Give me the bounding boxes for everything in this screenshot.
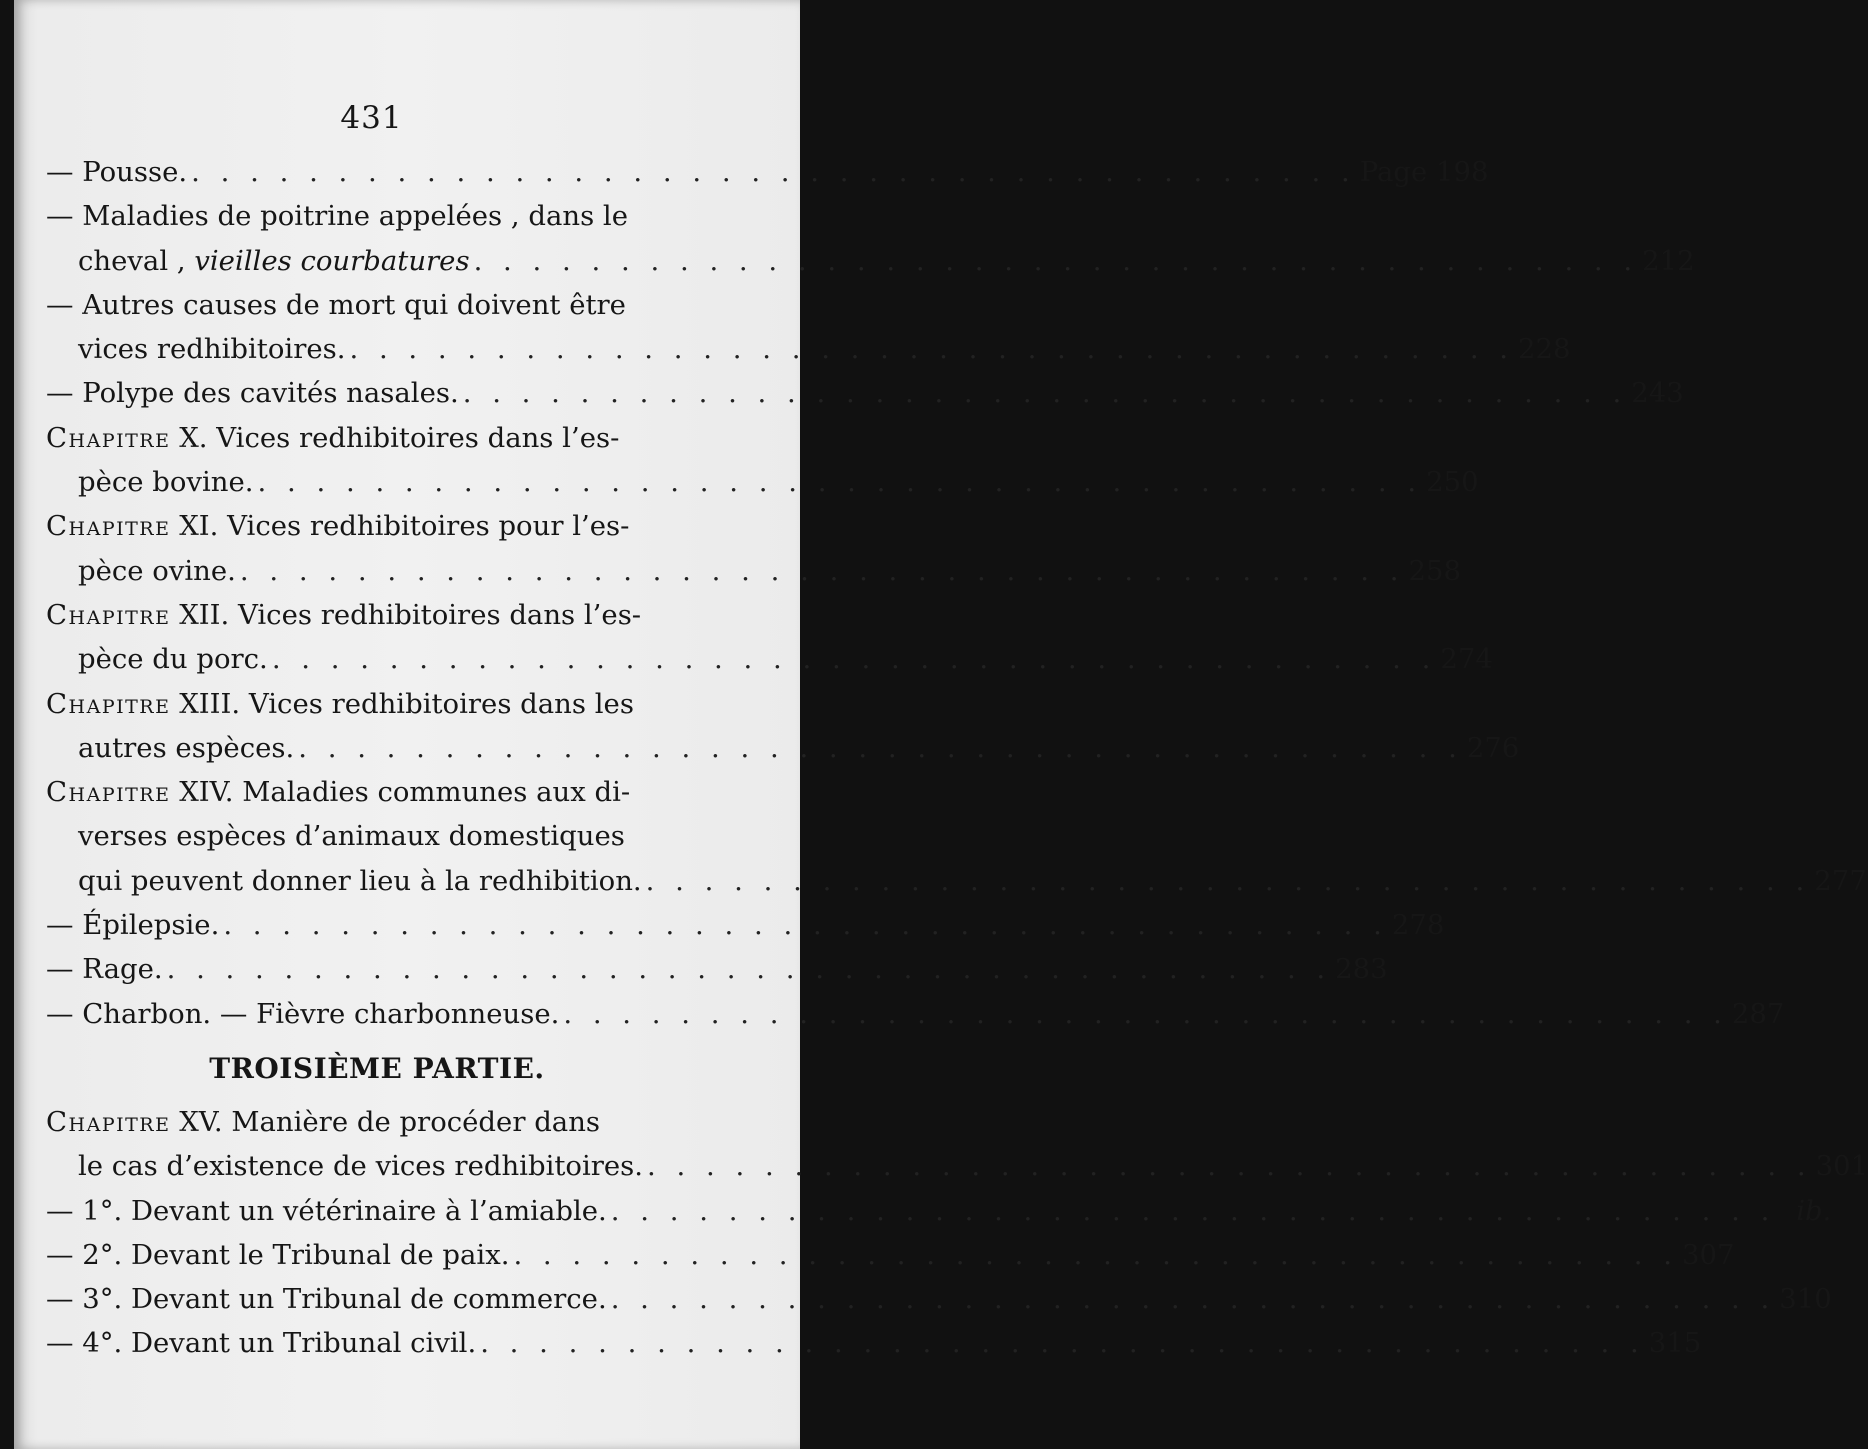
dot-leader: . . . . . . . . . . . . . . . . . . . . . . . . . . . . . . . . . . . . . . . . <box>191 156 1356 188</box>
toc-entry <box>46 593 708 637</box>
dot-leader: . . . . . . . . . . . . . . . . . . . . . . . . . . . . . . . . . . . . . . . . <box>298 731 1463 764</box>
toc-entry-text <box>78 1144 643 1188</box>
toc-entry <box>46 327 1571 371</box>
toc-entry-text <box>46 682 708 726</box>
toc-entry-text <box>78 859 642 903</box>
page-reference: Page 198 <box>1359 156 1489 188</box>
page-reference: 243 <box>1631 377 1684 410</box>
toc-entry <box>46 416 708 460</box>
dot-leader: . . . . . . . . . . . . . . . . . . . . . . . . . . . . . . . . . . . . . . . . <box>473 244 1639 277</box>
toc-entry <box>46 283 708 327</box>
toc-entry-text <box>46 593 708 637</box>
toc-entry-text <box>46 371 459 415</box>
toc-entry-text <box>46 1277 607 1321</box>
page-reference: ib. <box>1796 1194 1832 1227</box>
dot-leader: . . . . . . . . . . . . . . . . . . . . . . . . . . . . . . . . . . . . . . . . <box>610 1194 1776 1227</box>
toc-entry-label: verses espèces d’animaux domestiques <box>78 820 625 853</box>
toc-entry <box>46 992 1785 1036</box>
toc-entry-text <box>78 239 470 283</box>
toc-entry-label: — 4°. Devant un Tribunal civil. <box>46 1327 477 1360</box>
toc-entry <box>46 637 1493 681</box>
toc-entry-label: XIII. Vices redhibitoires dans les <box>170 687 634 720</box>
dot-leader: . . . . . . . . . . . . . . . . . . . . . . . . . . . . . . . . . . . . . . . . <box>239 554 1405 587</box>
toc-entry <box>46 371 1684 415</box>
toc-entry-text <box>46 504 708 548</box>
page-reference: 212 <box>1642 244 1695 277</box>
dot-leader: . . . . . . . . . . . . . . . . . . . . . . . . . . . . . . . . . . . . . . . . <box>513 1238 1679 1271</box>
toc-entry-text <box>46 770 708 814</box>
toc-entry-label: qui peuvent donner lieu à la redhibition. <box>78 864 642 897</box>
toc-entry <box>46 194 708 238</box>
toc-entry-text <box>46 947 163 991</box>
page-reference: 301 <box>1815 1150 1868 1183</box>
toc-entry-text <box>46 1100 708 1144</box>
page-reference: 315 <box>1648 1327 1702 1360</box>
toc-entry <box>46 549 1461 593</box>
dot-leader: . . . . . . . . . . . . . . . . . . . . . . . . . . . . . . . . . . . . . . . . <box>349 333 1515 366</box>
toc-entry-label: — 3°. Devant un Tribunal de commerce. <box>46 1283 607 1316</box>
toc-entry-label: XI. Vices redhibitoires pour l’es- <box>170 510 630 543</box>
toc-entry-text <box>78 726 294 770</box>
page-reference: 307 <box>1682 1238 1735 1271</box>
toc-entry-text <box>46 903 219 947</box>
toc-entry <box>46 770 708 814</box>
dot-leader: . . . . . . . . . . . . . . . . . . . . . . . . . . . . . . . . . . . . . . . . <box>480 1327 1645 1360</box>
chapter-label: Chapitre <box>46 421 171 454</box>
toc-entry-text <box>78 814 708 858</box>
page-reference: 278 <box>1391 909 1445 942</box>
toc-entry <box>46 1321 1702 1365</box>
toc-entry-text <box>78 327 345 371</box>
toc-entry-label: — Épilepsie. <box>46 909 220 942</box>
book-page <box>14 0 1868 1449</box>
toc-entry <box>46 1189 1832 1233</box>
toc-entry-label: autres espèces. <box>78 731 295 764</box>
dot-leader: . . . . . . . . . . . . . . . . . . . . . . . . . . . . . . . . . . . . . . . . <box>610 1283 1776 1316</box>
toc-entry-text <box>78 637 268 681</box>
toc-entry <box>46 859 1867 903</box>
dot-leader: . . . . . . . . . . . . . . . . . . . . . . . . . . . . . . . . . . . . . . . . <box>645 864 1811 897</box>
toc-entry-label: pèce ovine. <box>78 554 236 587</box>
chapter-label: Chapitre <box>46 598 171 631</box>
page-reference: 277 <box>1814 864 1867 897</box>
page-reference: 276 <box>1466 731 1520 764</box>
dot-leader: . . . . . . . . . . . . . . . . . . . . . . . . . . . . . . . . . . . . . . . . <box>223 909 1388 942</box>
toc-entry-italic: vieilles courbatures <box>194 244 470 277</box>
toc-entry-text <box>78 549 236 593</box>
toc-entry-label: XII. Vices redhibitoires dans l’es- <box>170 598 642 631</box>
toc-entry-text <box>46 1233 509 1277</box>
toc-entry-text <box>78 460 254 504</box>
toc-entry <box>46 1277 1832 1321</box>
page-reference: 283 <box>1335 953 1388 986</box>
page-reference: 287 <box>1731 997 1785 1030</box>
toc-entry <box>46 504 708 548</box>
page-reference: 250 <box>1426 466 1479 499</box>
toc-entry-label: X. Vices redhibitoires dans l’es- <box>170 421 620 454</box>
toc-entry-label: — Maladies de poitrine appelées , dans le <box>46 200 628 233</box>
toc-entry <box>46 903 1445 947</box>
toc-entry-label: — Charbon. — Fièvre charbonneuse. <box>46 997 560 1030</box>
toc-list <box>46 150 1867 1036</box>
toc-entry-label: pèce bovine. <box>78 466 254 499</box>
toc-entry-label: XV. Manière de procéder dans <box>170 1105 601 1138</box>
toc-entry-label: — Rage. <box>46 953 163 986</box>
dot-leader: . . . . . . . . . . . . . . . . . . . . . . . . . . . . . . . . . . . . . . . . <box>647 1150 1812 1183</box>
toc-list-part-three <box>46 1100 1868 1366</box>
toc-entry-label: — Autres causes de mort qui doivent être <box>46 288 626 321</box>
toc-entry-text <box>46 1189 607 1233</box>
toc-entry <box>46 239 1695 283</box>
toc-entry <box>46 814 708 858</box>
toc-entry-label: — Pousse. <box>46 156 188 188</box>
chapter-label: Chapitre <box>46 1105 171 1138</box>
toc-entry-label: cheval , <box>78 244 195 277</box>
toc-entry-text <box>46 194 708 238</box>
toc-entry <box>46 726 1520 770</box>
page-reference: 274 <box>1440 643 1493 676</box>
toc-entry <box>46 947 1388 991</box>
dot-leader: . . . . . . . . . . . . . . . . . . . . . . . . . . . . . . . . . . . . . . . . <box>563 997 1728 1030</box>
table-of-contents <box>46 150 1868 1366</box>
toc-entry-text <box>46 150 187 194</box>
toc-entry-label: — 2°. Devant le Tribunal de paix. <box>46 1238 510 1271</box>
page-reference: 228 <box>1518 333 1571 366</box>
toc-entry-text <box>46 1321 476 1365</box>
section-heading: TROISIÈME PARTIE. <box>209 1051 545 1085</box>
toc-entry-label: vices redhibitoires. <box>78 333 346 366</box>
toc-entry-label: — 1°. Devant un vétérinaire à l’amiable. <box>46 1194 607 1227</box>
toc-entry <box>46 682 708 726</box>
dot-leader: . . . . . . . . . . . . . . . . . . . . . . . . . . . . . . . . . . . . . . . . <box>271 643 1437 676</box>
chapter-label: Chapitre <box>46 776 171 809</box>
chapter-label: Chapitre <box>46 687 171 720</box>
toc-entry <box>46 460 1479 504</box>
toc-entry-label: — Polype des cavités nasales. <box>46 377 459 410</box>
dot-leader: . . . . . . . . . . . . . . . . . . . . . . . . . . . . . . . . . . . . . . . . <box>462 377 1628 410</box>
toc-entry-text <box>46 283 708 327</box>
toc-entry <box>46 150 1489 194</box>
toc-entry-label: XIV. Maladies communes aux di- <box>170 776 631 809</box>
toc-entry <box>46 1100 708 1144</box>
toc-entry <box>46 1233 1735 1277</box>
page-number: 431 <box>340 100 403 136</box>
page-reference: 310 <box>1779 1283 1832 1316</box>
chapter-label: Chapitre <box>46 510 171 543</box>
dot-leader: . . . . . . . . . . . . . . . . . . . . . . . . . . . . . . . . . . . . . . . . <box>257 466 1423 499</box>
toc-entry <box>46 1144 1868 1188</box>
toc-entry-text <box>46 416 708 460</box>
page-reference: 258 <box>1408 554 1461 587</box>
toc-entry-label: le cas d’existence de vices redhibitoires. <box>78 1150 644 1183</box>
dot-leader: . . . . . . . . . . . . . . . . . . . . . . . . . . . . . . . . . . . . . . . . <box>166 953 1332 986</box>
toc-entry-label: pèce du porc. <box>78 643 268 676</box>
toc-entry-text <box>46 992 559 1036</box>
